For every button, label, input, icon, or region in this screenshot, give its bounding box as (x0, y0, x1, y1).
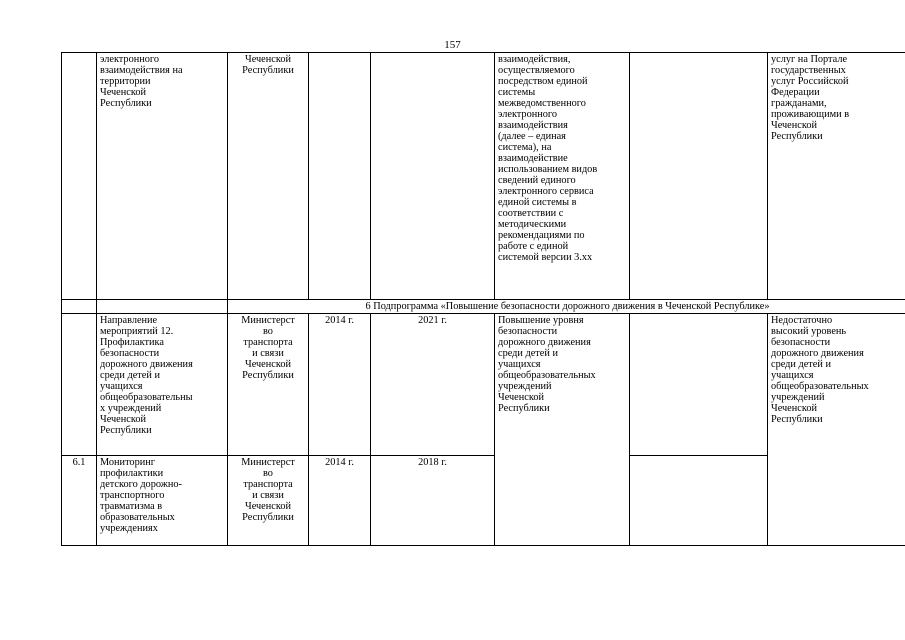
cell-num (62, 53, 97, 300)
cell-end-year: 2021 г. (371, 314, 495, 456)
table-row (62, 53, 905, 300)
cell-expected-result: Повышение уровня безопасности дорожного движения среди детей и учащихся общеобразовательных учреждений Чеченской Республики (495, 314, 630, 546)
cell-executor: Министерст во транспорта и связи Чеченской Республики (228, 314, 309, 456)
cell-executor: Министерст во транспорта и связи Чеченской Республики (228, 456, 309, 546)
cell-end-year: 2018 г. (371, 456, 495, 546)
cell-empty (97, 300, 228, 314)
cell-consequences: услуг на Портале государственных услуг Российской Федерации гражданами, проживающими в Чеченской Республики (768, 53, 905, 300)
cell-expected-result: взаимодействия, осуществляемого посредством единой системы межведомственного электронного взаимодействия (далее – единая система), на взаимодействие использованием видов сведений единого электронного сервиса единой системы в соответствии с методическими рекомендациями по работе с единой системой версии 3.хх (495, 53, 630, 300)
cell-executor: Чеченской Республики (228, 53, 309, 300)
page-number: 157 (444, 39, 461, 51)
table-row (62, 314, 905, 456)
program-table (61, 52, 905, 546)
cell-start-year (309, 53, 371, 300)
cell-start-year: 2014 г. (309, 314, 371, 456)
cell-empty (630, 314, 768, 456)
cell-consequences: Недостаточно высокий уровень безопасности дорожного движения среди детей и учащихся общеобразовательных учреждений Чеченской Республики (768, 314, 905, 546)
cell-end-year (371, 53, 495, 300)
cell-num: 6.1 (62, 456, 97, 546)
cell-empty (630, 53, 768, 300)
cell-num (62, 300, 97, 314)
section-row (62, 300, 905, 314)
cell-num (62, 314, 97, 456)
cell-event-name: электронного взаимодействия на территории Чеченской Республики (97, 53, 228, 300)
cell-event-name: Мониторинг профилактики детского дорожно- транспортного травматизма в образовательных учреждениях (97, 456, 228, 546)
cell-empty (630, 456, 768, 546)
cell-event-name: Направление мероприятий 12. Профилактика безопасности дорожного движения среди детей и учащихся общеобразовательны х учреждений Чеченской Республики (97, 314, 228, 456)
section-title: 6 Подпрограмма «Повышение безопасности дорожного движения в Чеченской Республике» (228, 300, 905, 314)
cell-start-year: 2014 г. (309, 456, 371, 546)
